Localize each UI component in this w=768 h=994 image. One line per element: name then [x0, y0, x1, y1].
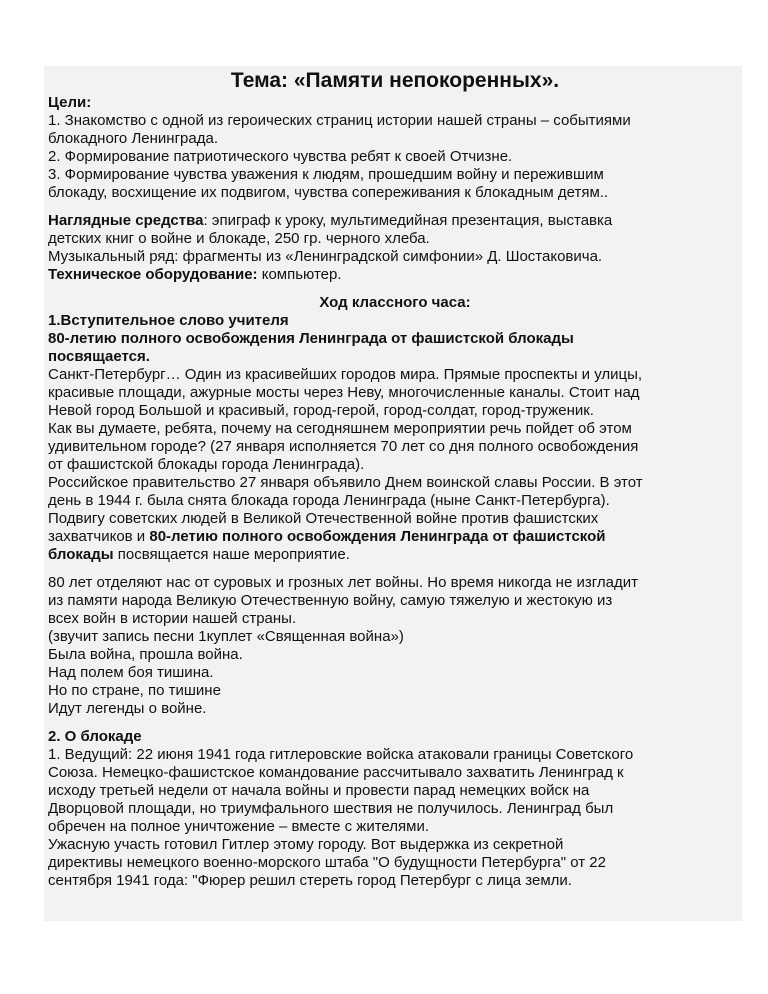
section1-line: от фашистской блокады города Ленинграда). [48, 456, 365, 473]
tech-text: компьютер. [257, 266, 342, 283]
goal-line: блокаду, восхищение их подвигом, чувства сопереживания к блокадным детям.. [48, 184, 609, 201]
section1-line: красивые площади, ажурные мосты через Неву, многочисленные каналы. Стоит над [48, 384, 640, 401]
section1-line: Подвигу советских людей в Великой Отечественной войне против фашистских [48, 510, 599, 527]
mixed-bold: блокады [48, 546, 114, 563]
mixed-text: захватчиков и [48, 528, 150, 545]
section1-line: Российское правительство 27 января объявило Днем воинской славы России. В этот [48, 474, 643, 491]
section2-line: Ужасную участь готовил Гитлер этому городу. Вот выдержка из секретной [48, 836, 564, 853]
dedication-line: посвящается. [48, 348, 150, 365]
section1-line: Санкт-Петербург… Один из красивейших городов мира. Прямые проспекты и улицы, [48, 366, 643, 383]
page-title: Тема: «Памяти непокоренных». [230, 69, 560, 92]
poem-line: Над полем боя тишина. [48, 664, 214, 681]
section1-mixed-line [48, 528, 742, 546]
document-page [44, 66, 742, 921]
section2-line: сентября 1941 года: "Фюрер решил стереть город Петербург с лица земли. [48, 872, 572, 889]
block2-line: 80 лет отделяют нас от суровых и грозных лет войны. Но время никогда не изгладит [48, 574, 638, 591]
block2-line: из памяти народа Великую Отечественную войну, самую тяжелую и жестокую из [48, 592, 613, 609]
goal-line: 3. Формирование чувства уважения к людям, прошедшим войну и пережившим [48, 166, 604, 183]
goal-line: 2. Формирование патриотического чувства ребят к своей Отчизне. [48, 148, 513, 165]
section2-line: 1. Ведущий: 22 июня 1941 года гитлеровские войска атаковали границы Советского [48, 746, 634, 763]
section1-line: удивительном городе? (27 января исполняется 70 лет со дня полного освобождения [48, 438, 639, 455]
goal-line: блокадного Ленинграда. [48, 130, 218, 147]
section2-line: обречен на полное уничтожение – вместе с жителями. [48, 818, 429, 835]
section2-line: Союза. Немецко-фашистское командование рассчитывало захватить Ленинград к [48, 764, 624, 781]
poem-line: Но по стране, по тишине [48, 682, 221, 699]
materials-label: Наглядные средства [48, 212, 204, 229]
materials-line-2: детских книг о войне и блокаде, 250 гр. черного хлеба. [48, 230, 430, 247]
poem-line: Идут легенды о войне. [48, 700, 207, 717]
goals-heading: Цели: [48, 94, 92, 111]
mixed-bold: 80-летию полного освобождения Ленинграда от фашистской [149, 528, 606, 545]
tech-line [48, 266, 742, 284]
section2-heading: 2. О блокаде [48, 728, 142, 745]
dedication-line: 80-летию полного освобождения Ленинграда от фашистской блокады [48, 330, 574, 347]
mixed-text: посвящается наше мероприятие. [113, 546, 350, 563]
materials-text: : эпиграф к уроку, мультимедийная презентация, выставка [203, 212, 613, 229]
section1-heading: 1.Вступительное слово учителя [48, 312, 289, 329]
block2-line: (звучит запись песни 1куплет «Священная война») [48, 628, 404, 645]
section1-line: Невой город Большой и красивый, город-герой, город-солдат, город-труженик. [48, 402, 594, 419]
section1-line: Как вы думаете, ребята, почему на сегодняшнем мероприятии речь пойдет об этом [48, 420, 632, 437]
tech-label: Техническое оборудование: [48, 266, 258, 283]
goal-line: 1. Знакомство с одной из героических страниц истории нашей страны – событиями [48, 112, 631, 129]
block2-line: всех войн в истории нашей страны. [48, 610, 297, 627]
poem-line: Была война, прошла война. [48, 646, 243, 663]
section2-line: исходу третьей недели от начала войны и провести парад немецких войск на [48, 782, 590, 799]
section1-line: день в 1944 г. была снята блокада города Ленинграда (ныне Санкт-Петербурга). [48, 492, 610, 509]
materials-line [48, 212, 742, 230]
course-heading: Ход классного часа: [319, 294, 471, 311]
section2-line: Дворцовой площади, но триумфального шествия не получилось. Ленинград был [48, 800, 614, 817]
section1-mixed-line-2 [48, 546, 742, 564]
section2-line: директивы немецкого военно-морского штаба "О будущности Петербурга" от 22 [48, 854, 606, 871]
music-line: Музыкальный ряд: фрагменты из «Ленинградской симфонии» Д. Шостаковича. [48, 248, 603, 265]
